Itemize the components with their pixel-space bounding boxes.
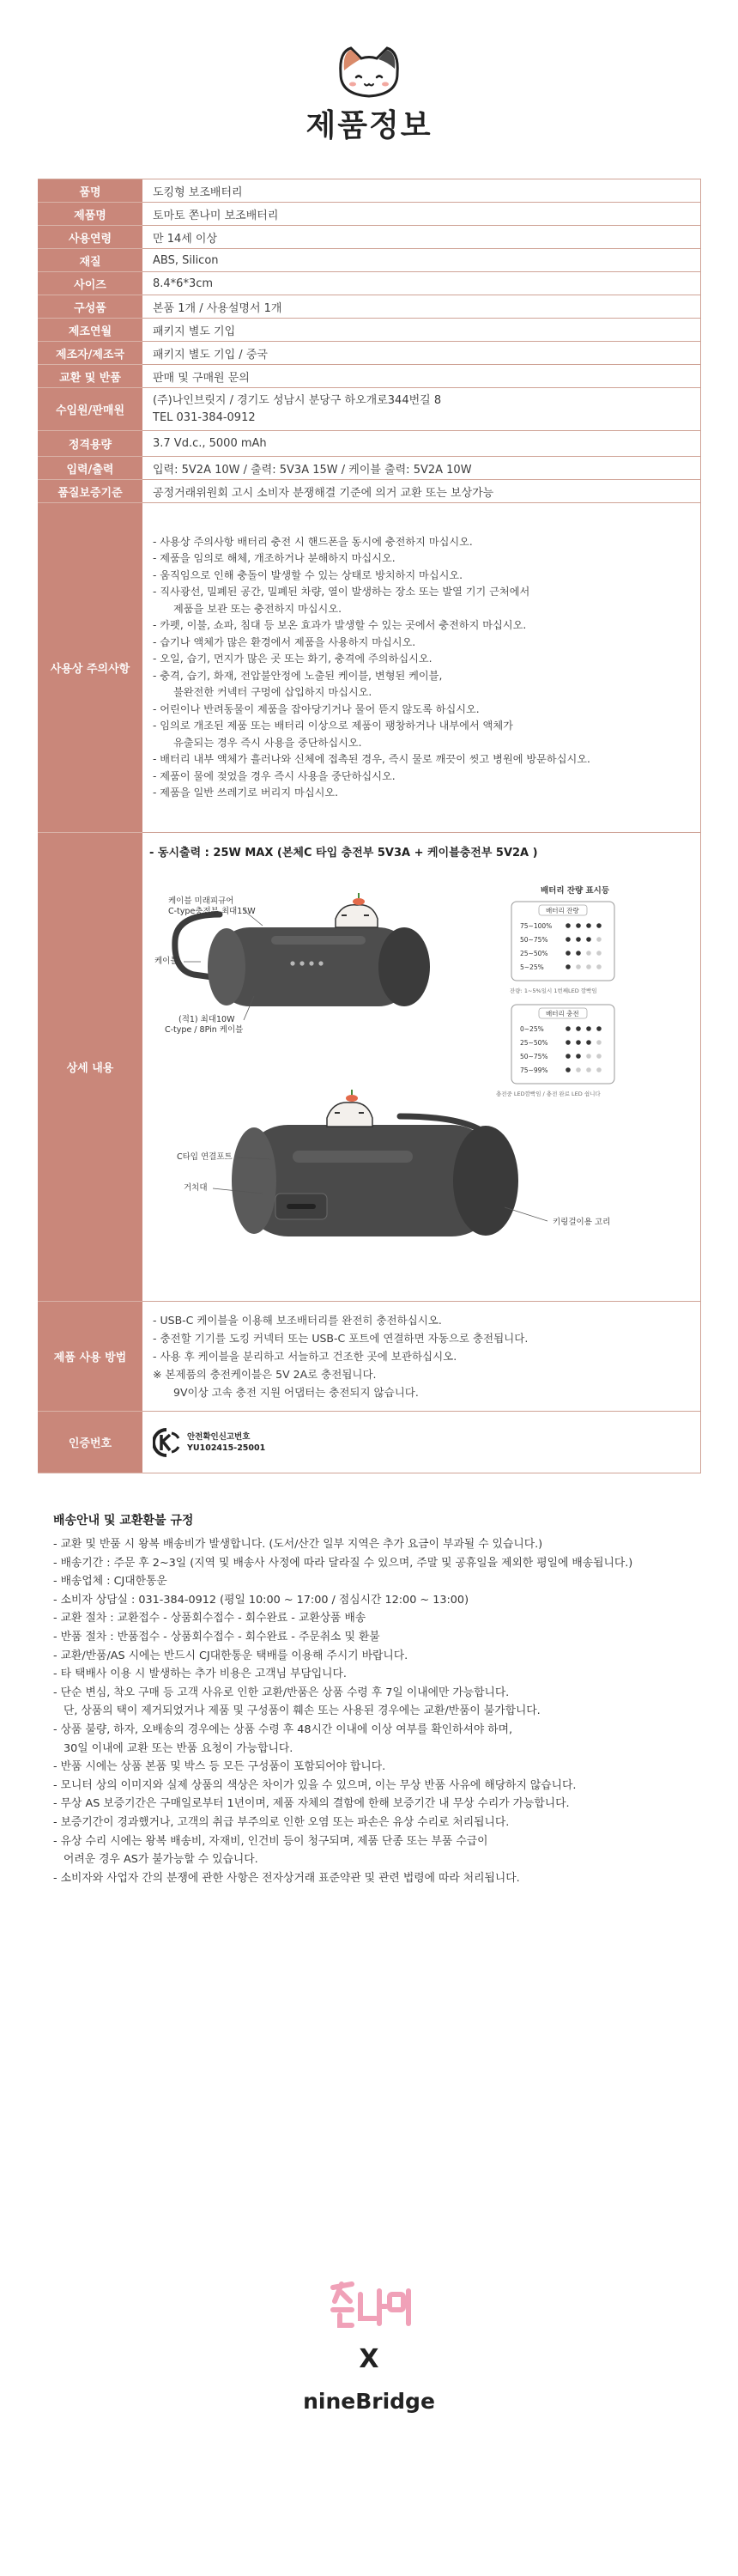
spec-label: 품명 [38, 179, 142, 203]
caution-item: - 카펫, 이불, 쇼파, 침대 등 보온 효과가 발생할 수 있는 곳에서 충전하지 마십시오. [153, 619, 527, 631]
spec-label: 제품 사용 방법 [38, 1302, 142, 1412]
indicator-led-dot [596, 923, 602, 928]
shipping-item: - 반품 시에는 상품 본품 및 박스 등 모든 구성품이 포함되어야 합니다. [53, 1760, 386, 1774]
spec-row [38, 272, 701, 295]
header [0, 0, 738, 172]
indicator-led-dot [586, 1026, 591, 1031]
caution-item: - 사용상 주의사항 배터리 충전 시 핸드폰을 동시에 충전하지 마십시오. [153, 535, 473, 548]
spec-label: 정격용량 [38, 431, 142, 457]
partner-logo: nineBridge [303, 2389, 435, 2414]
indicator-led-dot [576, 951, 581, 956]
indicator-led-dot [576, 964, 581, 969]
caution-item: - 직사광선, 밀폐된 공간, 밀폐된 차량, 열이 발생하는 장소 또는 발열 기기 근처에서 [153, 586, 530, 598]
spec-label: 사용연령 [38, 226, 142, 249]
spec-value: 토마토 쫀나미 보조배터리 [142, 203, 701, 226]
shipping-item: - 소비자와 사업자 간의 분쟁에 관한 사항은 전자상거래 표준약관 및 관련 법령에 따라 처리됩니다. [53, 1871, 520, 1885]
caution-item: - 오일, 습기, 먼지가 많은 곳 또는 화기, 충격에 주의하십시오. [153, 653, 433, 665]
cert-cell [142, 1412, 701, 1473]
spec-label: 제조연월 [38, 319, 142, 342]
indicator-led-dot [576, 937, 581, 942]
callout-strap: 키링걸이용 고리 [553, 1218, 611, 1227]
battery-bottom-image [232, 1090, 518, 1236]
shipping-item: - 단순 변심, 착오 구매 등 고객 사유로 인한 교환/반품은 상품 수령 후 7일 이내에만 가능합니다. [53, 1686, 510, 1699]
spec-value: 만 14세 이상 [142, 226, 701, 249]
shipping-title: 배송안내 및 교환환불 규정 [53, 1514, 194, 1528]
spec-label: 교환 및 반품 [38, 365, 142, 388]
usage-item: - 충전할 기기를 도킹 커넥터 또는 USB-C 포트에 연결하면 자동으로 충전됩니다. [153, 1332, 529, 1345]
spec-value: 패키지 별도 기입 / 중국 [142, 342, 701, 365]
detail-headline: - 동시출력 : 25W MAX (본체C 타입 충전부 5V3A + 케이블충전부 5V2A ) [149, 847, 538, 860]
spec-value: 3.7 Vd.c., 5000 mAh [142, 431, 701, 457]
spec-row [38, 249, 701, 272]
spec-row-caution [38, 503, 701, 833]
spec-value: 입력: 5V2A 10W / 출력: 5V3A 15W / 케이블 출력: 5V2A 10W [142, 457, 701, 480]
usage-note: 9V이상 고속 충전 지원 어댑터는 충전되지 않습니다. [173, 1386, 419, 1399]
shipping-item: - 교환/반품/AS 시에는 반드시 CJ대한통운 택배를 이용해 주시기 바랍니다. [53, 1649, 408, 1662]
spec-label: 재질 [38, 249, 142, 272]
shipping-item: - 무상 AS 보증기간은 구매일로부터 1년이며, 제품 자체의 결함에 한해 보증기간 내 무상 수리가 가능합니다. [53, 1797, 570, 1811]
spec-label: 사용상 주의사항 [38, 503, 142, 833]
spec-row [38, 203, 701, 226]
indicator-led-dot [566, 937, 571, 942]
spec-row [38, 365, 701, 388]
indicator-led-dot [596, 1026, 602, 1031]
indicator-led-dot [596, 1054, 602, 1059]
indicator-row: 50~75% [520, 1053, 548, 1060]
shipping-item: - 상품 불량, 하자, 오배송의 경우에는 상품 수령 후 48시간 이내에 이상 여부를 확인하셔야 하며, [53, 1722, 513, 1736]
indicator-led-dot [566, 1040, 571, 1045]
spec-row [38, 226, 701, 249]
collab-x: X [359, 2344, 379, 2374]
spec-value: 패키지 별도 기입 [142, 319, 701, 342]
shipping-item: - 타 택배사 이용 시 발생하는 추가 비용은 고객님 부담입니다. [53, 1668, 347, 1681]
usage-item: - USB-C 케이블을 이용해 보조배터리를 완전히 충전하십시오. [153, 1314, 442, 1327]
callout-out-a: (적1) 최대10W [178, 1015, 235, 1024]
indicator-row: 5~25% [520, 963, 544, 971]
indicator-led-dot [576, 1026, 581, 1031]
shipping-item: 단, 상품의 택이 제거되었거나 제품 및 구성품이 훼손 또는 사용된 경우에는 교환/반품이 불가합니다. [64, 1704, 541, 1718]
jjonnami-brand-logo [326, 2275, 412, 2329]
shipping-item: 어려운 경우 AS가 불가능할 수 있습니다. [64, 1853, 258, 1867]
indicator-row: 75~100% [520, 922, 553, 930]
kc-mark-icon [153, 1428, 180, 1457]
callout-cable-input: 케이블 미래피규어 [168, 896, 234, 906]
indicator-led-dot [596, 1067, 602, 1072]
indicator-led-dot [566, 923, 571, 928]
indicator-led-dot [586, 951, 591, 956]
usage-note: ※ 본제품의 충전케이블은 5V 2A로 충전됩니다. [153, 1368, 377, 1381]
page-title: 제품정보 [305, 108, 433, 143]
spec-label: 품질보증기준 [38, 480, 142, 503]
caution-cell [142, 503, 701, 833]
indicator-led-dot [586, 1054, 591, 1059]
spec-label: 상세 내용 [38, 833, 142, 1302]
spec-value: 본품 1개 / 사용설명서 1개 [142, 295, 701, 319]
indicator-row: 75~99% [520, 1066, 548, 1074]
indicator-led-dot [586, 1067, 591, 1072]
callout-cable-input-2: C-type충전부 최대15W [168, 907, 256, 916]
indicator-box2-note: 충전중 LED깜빡임 / 충전 완료 LED 쉽니다 [496, 1091, 601, 1097]
indicator-led-dot [566, 1054, 571, 1059]
seller-address: (주)나인브릿지 / 경기도 성남시 분당구 하오개로344번길 8 [153, 393, 442, 407]
shipping-item: - 교환 및 반품 시 왕복 배송비가 발생합니다. (도서/산간 일부 지역은 추가 요금이 부과될 수 있습니다.) [53, 1538, 543, 1551]
shipping-item: - 교환 절차 : 교환접수 - 상품회수접수 - 회수완료 - 교환상품 배송 [53, 1612, 366, 1625]
spec-value [142, 388, 701, 431]
spec-row [38, 431, 701, 457]
indicator-led-dot [566, 1067, 571, 1072]
caution-item: - 제품을 임의로 해체, 개조하거나 분해하지 마십시오. [153, 552, 396, 564]
indicator-row: 0~25% [520, 1025, 544, 1033]
shipping-list [53, 1535, 705, 1887]
indicator-led-dot [586, 1040, 591, 1045]
callout-dock-port: C타입 연결포트 [177, 1152, 233, 1162]
usage-item: - 사용 후 케이블을 분리하고 서늘하고 건조한 곳에 보관하십시오. [153, 1350, 457, 1363]
indicator-row: 25~50% [520, 950, 548, 957]
calico-cat-face-icon [332, 45, 406, 100]
indicator-led-dot [586, 964, 591, 969]
product-illustration [142, 833, 700, 1301]
detail-cell [142, 833, 701, 1302]
spec-row-detail [38, 833, 701, 1302]
caution-item: - 움직임으로 인해 충돌이 발생할 수 있는 상태로 방치하지 마십시오. [153, 568, 463, 581]
indicator-led-dot [566, 951, 571, 956]
spec-row-cert [38, 1412, 701, 1473]
indicator-led-dot [596, 937, 602, 942]
shipping-item: - 배송기간 : 주문 후 2~3일 (지역 및 배송사 사정에 따라 달라질 수 있으며, 주말 및 공휴일을 제외한 평일에 배송됩니다.) [53, 1556, 633, 1570]
spec-row [38, 480, 701, 503]
indicator-box1-title: 배터리 잔량 [546, 907, 579, 914]
spec-label: 수입원/판매원 [38, 388, 142, 431]
spec-value: ABS, Silicon [142, 249, 701, 272]
detail-area [142, 833, 700, 1301]
shipping-item: - 배송업체 : CJ대한통운 [53, 1575, 167, 1589]
indicator-led-dot [566, 1026, 571, 1031]
indicator-box2-title: 배터리 충전 [546, 1010, 579, 1018]
indicator-led-dot [576, 1067, 581, 1072]
indicator-title: 배터리 잔량 표시등 [541, 886, 610, 896]
spec-value: 공정거래위원회 고시 소비자 분쟁해결 기준에 의거 교환 또는 보상가능 [142, 480, 701, 503]
shipping-item: - 소비자 상담실 : 031-384-0912 (평일 10:00 ~ 17:00 / 점심시간 12:00 ~ 13:00) [53, 1593, 469, 1607]
caution-item: - 충격, 습기, 화재, 전압불안정에 노출된 케이블, 변형된 케이블, [153, 669, 443, 682]
spec-label: 제조자/제조국 [38, 342, 142, 365]
spec-label: 인증번호 [38, 1412, 142, 1473]
battery-indicator-panel [496, 885, 614, 1097]
spec-row-usage [38, 1302, 701, 1412]
shipping-item: - 반품 절차 : 반품접수 - 상품회수접수 - 회수완료 - 주문취소 및 환불 [53, 1630, 380, 1643]
caution-item: 제품을 보관 또는 충전하지 마십시오. [173, 602, 342, 615]
spec-value: 8.4*6*3cm [142, 272, 701, 295]
cert-line1: 안전확인신고번호 [187, 1431, 251, 1442]
shipping-item: - 모니터 상의 이미지와 실제 상품의 색상은 차이가 있을 수 있으며, 이는 무상 반품 사유에 해당하지 않습니다. [53, 1778, 577, 1792]
caution-list [153, 531, 692, 805]
indicator-led-dot [586, 937, 591, 942]
indicator-led-dot [576, 923, 581, 928]
spec-label: 입력/출력 [38, 457, 142, 480]
spec-label: 사이즈 [38, 272, 142, 295]
seller-tel: TEL 031-384-0912 [153, 410, 256, 424]
indicator-led-dot [576, 1054, 581, 1059]
callout-cable: 케이블 [154, 957, 178, 966]
spec-table [38, 179, 701, 1473]
spec-label: 구성품 [38, 295, 142, 319]
caution-item: 유출되는 경우 즉시 사용을 중단하십시오. [173, 736, 362, 749]
shipping-item: 30일 이내에 교환 또는 반품 요청이 가능합니다. [64, 1741, 293, 1755]
caution-item: 불완전한 커넥터 구멍에 삽입하지 마십시오. [173, 686, 372, 698]
indicator-led-dot [576, 1040, 581, 1045]
indicator-row: 50~75% [520, 936, 548, 944]
spec-row [38, 342, 701, 365]
spec-row [38, 319, 701, 342]
spec-row [38, 179, 701, 203]
indicator-led-dot [596, 964, 602, 969]
indicator-led-dot [566, 964, 571, 969]
spec-value: 판매 및 구매원 문의 [142, 365, 701, 388]
callout-out-b: C-type / 8Pin 케이블 [165, 1025, 244, 1035]
shipping-item: - 유상 수리 시에는 왕복 배송비, 자재비, 인건비 등이 청구되며, 제품 단종 또는 부품 수급이 [53, 1834, 488, 1848]
indicator-led-dot [596, 951, 602, 956]
indicator-led-dot [596, 1040, 602, 1045]
cert-line2: YU102415-25001 [187, 1443, 266, 1453]
callout-stand: 거치대 [184, 1183, 208, 1193]
shipping-section [53, 1511, 705, 1887]
spec-label: 제품명 [38, 203, 142, 226]
indicator-box1-note: 잔량: 1~5%일시 1번째LED 깜빡임 [510, 987, 597, 994]
indicator-led-dot [586, 923, 591, 928]
caution-item: - 제품을 일반 쓰레기로 버리지 마십시오. [153, 787, 339, 799]
caution-item: - 배터리 내부 액체가 흘러나와 신체에 접촉된 경우, 즉시 물로 깨끗이 씻고 병원에 방문하십시오. [153, 753, 590, 765]
usage-cell [142, 1302, 701, 1412]
usage-list [153, 1311, 692, 1365]
spec-value: 도킹형 보조배터리 [142, 179, 701, 203]
indicator-row: 25~50% [520, 1039, 548, 1047]
spec-row [38, 295, 701, 319]
caution-item: - 습기나 액체가 많은 환경에서 제품을 사용하지 마십시오. [153, 635, 416, 648]
spec-row-seller [38, 388, 701, 431]
spec-row [38, 457, 701, 480]
caution-item: - 제품이 물에 젖었을 경우 즉시 사용을 중단하십시오. [153, 769, 396, 782]
caution-item: - 임의로 개조된 제품 또는 배터리 이상으로 제품이 팽창하거나 내부에서 액체가 [153, 720, 513, 732]
shipping-item: - 보증기간이 경과했거나, 고객의 취급 부주의로 인한 오염 또는 파손은 유상 수리로 처리됩니다. [53, 1815, 510, 1829]
caution-item: - 어린이나 반려동물이 제품을 잡아당기거나 물어 뜯지 않도록 하십시오. [153, 702, 480, 715]
